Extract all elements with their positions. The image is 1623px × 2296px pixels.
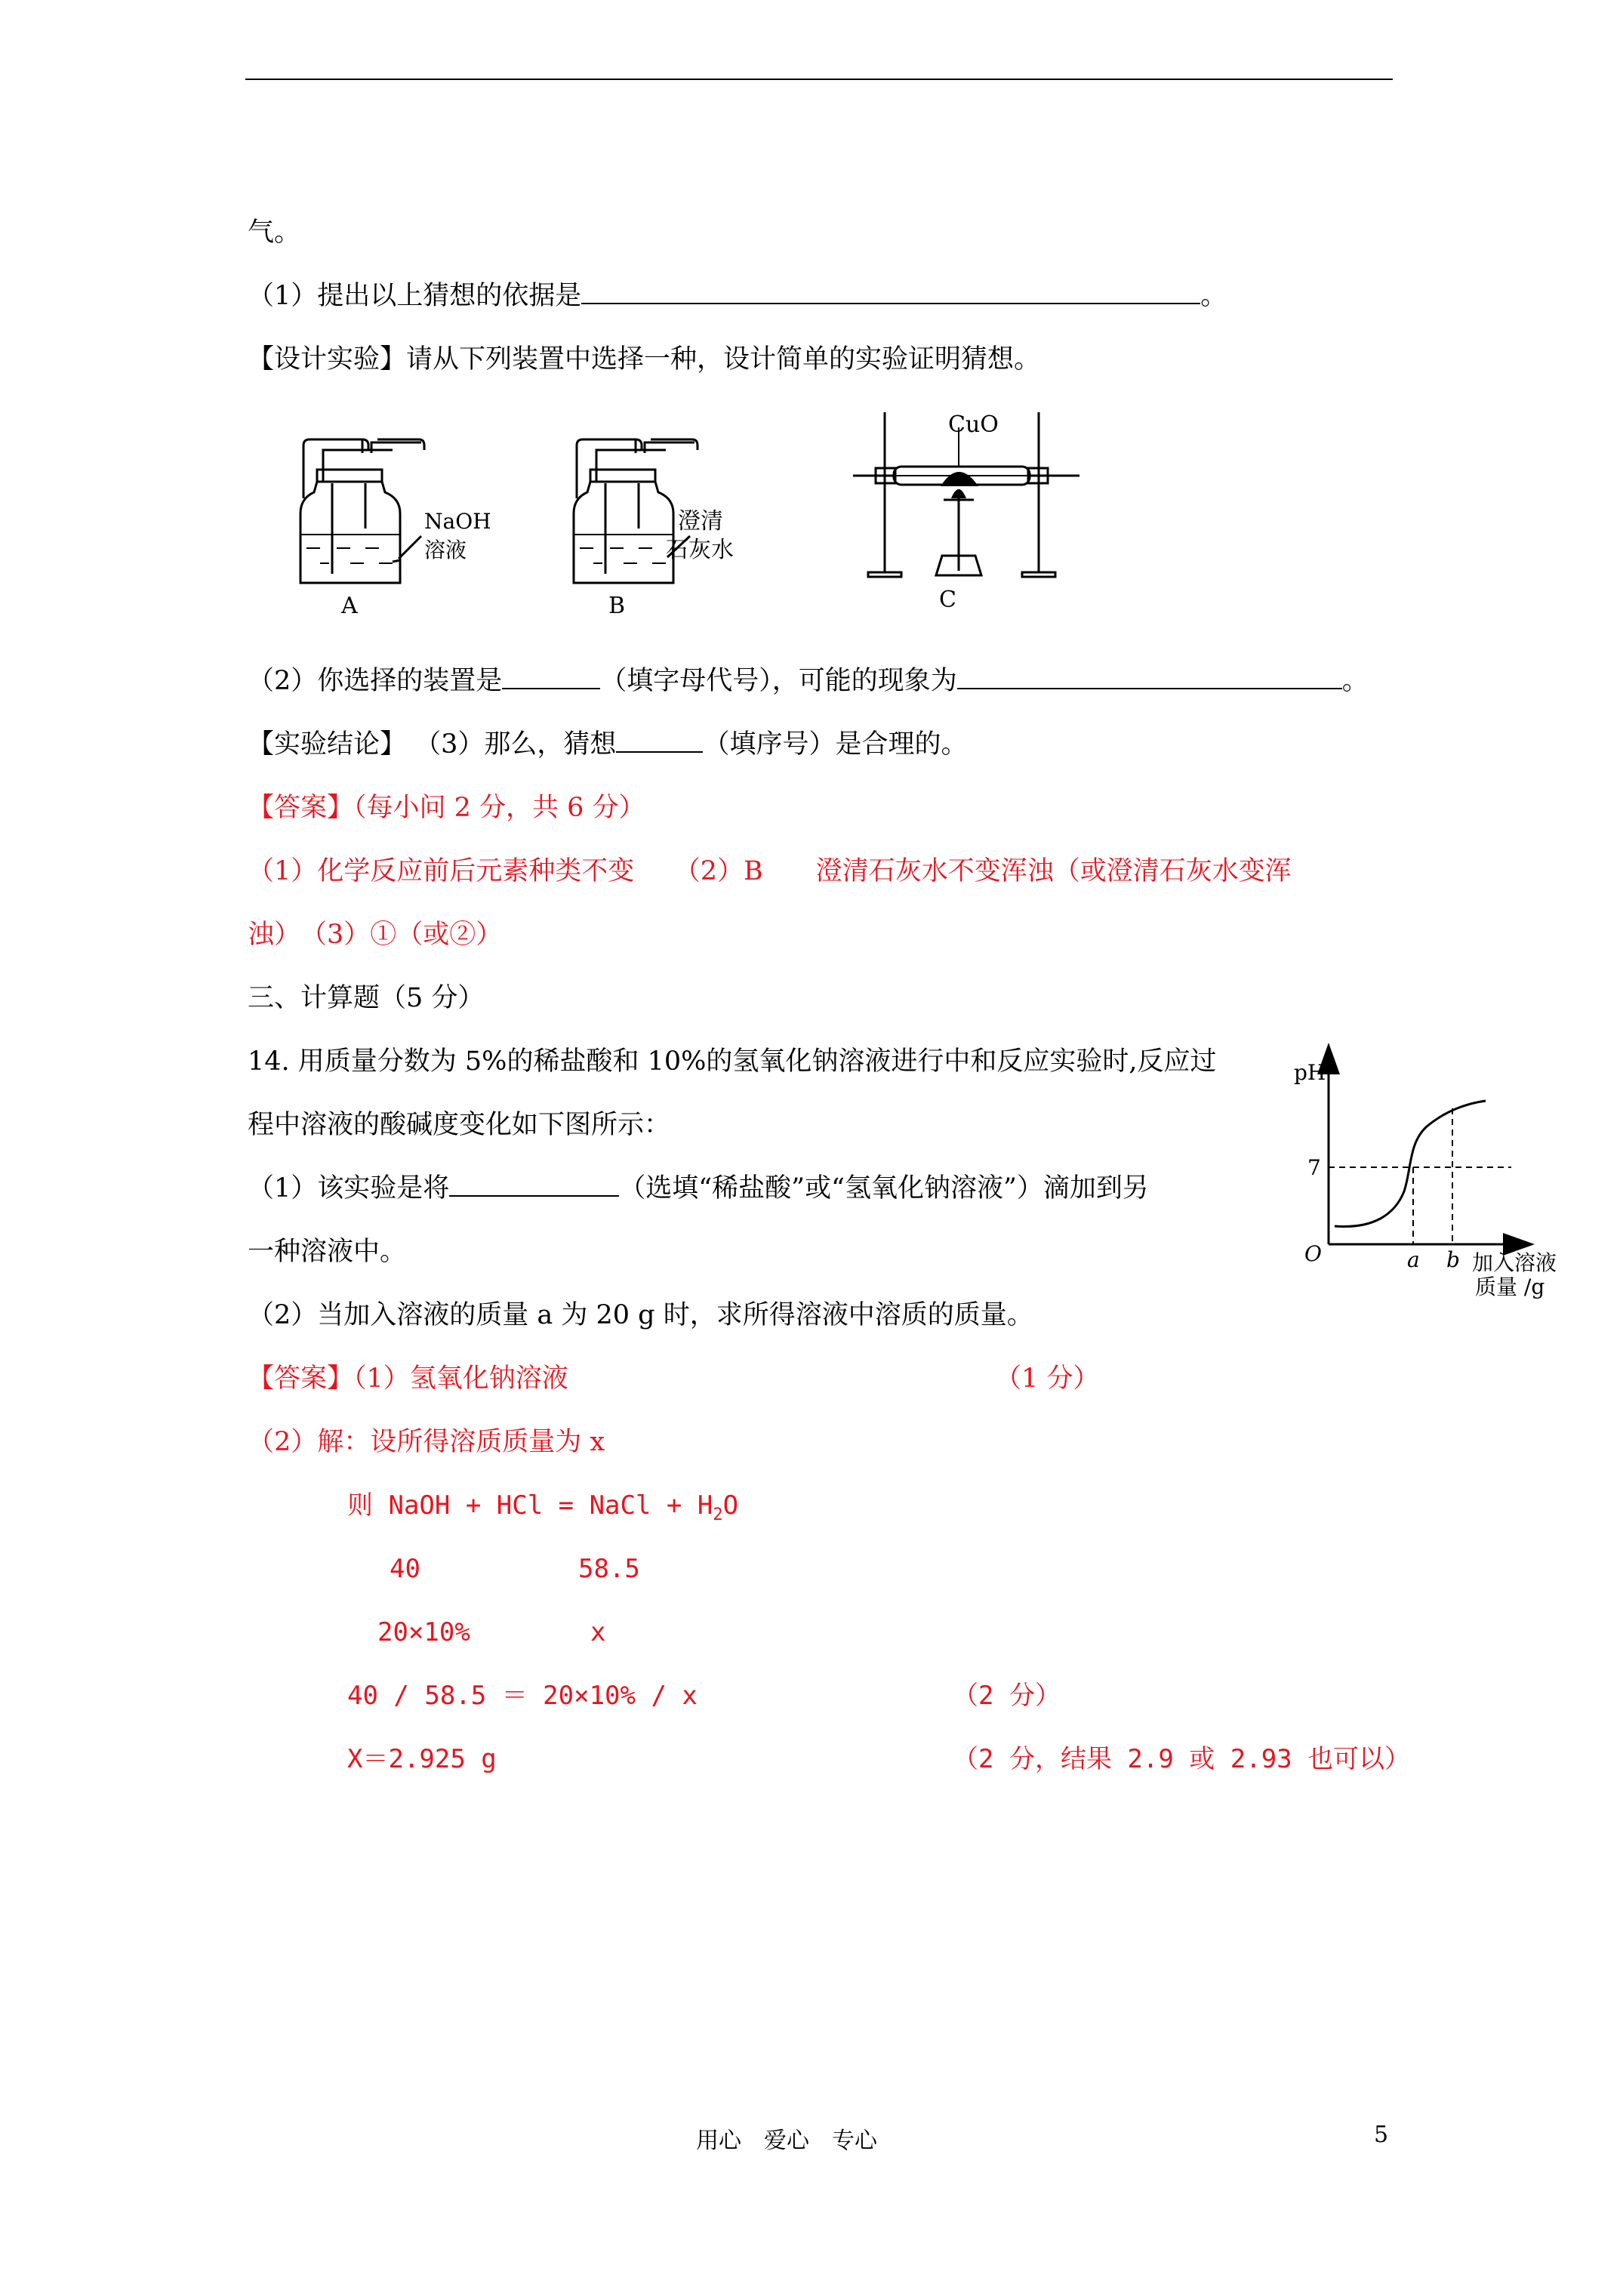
answer-tag: 【答案】 xyxy=(248,793,354,823)
solution-intro: （2）解：设所得溶质质量为 x xyxy=(248,1427,605,1457)
ratio-equation: 40 / 58.5 ＝ 20×10% / x xyxy=(347,1681,698,1711)
molar-mass-naoh: 40 xyxy=(390,1554,420,1584)
text-fragment: 气。 xyxy=(248,217,301,248)
x-tick-a: a xyxy=(1407,1247,1420,1272)
question-2-end: 。 xyxy=(1341,666,1369,696)
answer-note: （每小问 2 分，共 6 分） xyxy=(353,793,645,823)
ph-chart xyxy=(1283,1048,1557,1305)
question-1-text: （1）提出以上猜想的依据是 xyxy=(248,281,582,311)
question-1 xyxy=(248,279,1227,313)
apparatus-c-label: C xyxy=(939,587,956,613)
apparatus-b-reagent-2: 石灰水 xyxy=(666,537,734,563)
answer-block-1-line-1: （1）化学反应前后元素种类不变 （2）B 澄清石灰水不变浑浊（或澄清石灰水变浑 xyxy=(248,856,1292,886)
header-rule xyxy=(245,79,1393,80)
question-14-sub-2: （2）当加入溶液的质量 a 为 20 g 时，求所得溶液中溶质的质量。 xyxy=(248,1300,1033,1330)
question-2-middle: （填字母代号），可能的现象为 xyxy=(600,666,957,696)
amount-x: x xyxy=(590,1617,606,1647)
result-score: （2 分，结果 2.9 或 2.93 也可以） xyxy=(953,1744,1411,1774)
apparatus-b-label: B xyxy=(608,593,626,619)
answer-block-1-header xyxy=(248,791,645,824)
answer-blank-1[interactable] xyxy=(581,280,1200,304)
molar-mass-nacl: 58.5 xyxy=(578,1554,640,1584)
amount-naoh: 20×10% xyxy=(377,1617,470,1647)
ph-curve xyxy=(1335,1101,1486,1227)
answer-block-2-line-1 xyxy=(248,1362,568,1395)
question-14-sub-1-text: （1）该实验是将 xyxy=(248,1173,450,1203)
section-3-heading: 三、计算题（5 分） xyxy=(248,983,485,1013)
answer-blank-3[interactable] xyxy=(616,729,703,753)
x-axis-label-2: 质量 /g xyxy=(1475,1274,1545,1299)
conclusion-end: （填序号）是合理的。 xyxy=(703,729,968,760)
answer-blank-14[interactable] xyxy=(449,1173,619,1197)
question-2 xyxy=(248,664,1369,698)
conclusion-text: （3）那么，猜想 xyxy=(414,729,617,760)
origin-label: O xyxy=(1304,1241,1322,1266)
answer-2-tag: 【答案】 xyxy=(248,1364,354,1394)
question-14-sub-1-line-2: 一种溶液中。 xyxy=(248,1237,407,1267)
apparatus-b xyxy=(560,423,787,627)
apparatus-a-label: A xyxy=(341,593,358,619)
answer-blank-2b[interactable] xyxy=(957,665,1342,689)
apparatus-c-reagent: CuO xyxy=(948,411,999,438)
design-text: 请从下列装置中选择一种，设计简单的实验证明猜想。 xyxy=(406,344,1041,374)
chemical-equation xyxy=(347,1489,738,1532)
answer-2-part-1: （1）氢氧化钠溶液 xyxy=(353,1364,568,1394)
x-tick-b: b xyxy=(1446,1247,1460,1272)
equation-end: O xyxy=(722,1490,739,1521)
question-14-sub-1 xyxy=(248,1172,1149,1205)
y-axis-label: pH xyxy=(1294,1060,1326,1085)
ratio-score: （2 分） xyxy=(953,1681,1061,1711)
final-result: X＝2.925 g xyxy=(347,1744,497,1774)
equation-text: 则 NaOH + HCl = NaCl + H xyxy=(347,1490,713,1521)
design-experiment xyxy=(248,343,1040,376)
apparatus-c xyxy=(845,405,1087,624)
apparatus-a-reagent-2: 溶液 xyxy=(424,538,467,562)
conclusion-tag: 【实验结论】 xyxy=(248,729,407,760)
x-axis-label-1: 加入溶液 xyxy=(1472,1250,1557,1275)
apparatus-a xyxy=(287,423,513,627)
equation-subscript: 2 xyxy=(713,1505,723,1524)
question-2-text: （2）你选择的装置是 xyxy=(248,666,503,696)
question-14-line-1: 14. 用质量分数为 5%的稀盐酸和 10%的氢氧化钠溶液进行中和反应实验时,反应过 xyxy=(248,1046,1217,1077)
apparatus-a-reagent-1: NaOH xyxy=(424,509,491,534)
question-1-end: 。 xyxy=(1200,281,1227,311)
answer-blank-2a[interactable] xyxy=(502,665,600,689)
design-tag: 【设计实验】 xyxy=(248,344,407,374)
experiment-conclusion xyxy=(248,728,967,761)
answer-block-1-line-2: 浊） （3）①（或②） xyxy=(248,920,503,950)
apparatus-b-reagent-1: 澄清 xyxy=(678,508,723,535)
question-14-sub-1-end: （选填“稀盐酸”或“氢氧化钠溶液”）滴加到另 xyxy=(619,1173,1149,1203)
footer-motto: 用心 爱心 专心 xyxy=(696,2128,877,2154)
y-tick-7: 7 xyxy=(1307,1155,1321,1180)
question-14-line-2: 程中溶液的酸碱度变化如下图所示： xyxy=(248,1110,671,1140)
answer-2-score-1: （1 分） xyxy=(995,1364,1100,1394)
page-number: 5 xyxy=(1374,2122,1389,2148)
